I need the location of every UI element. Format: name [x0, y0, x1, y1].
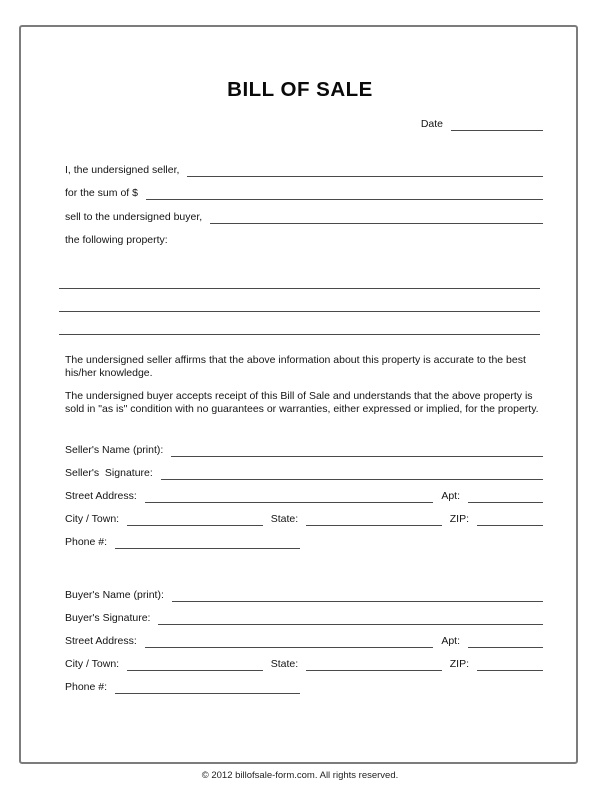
sum-row: [65, 186, 543, 201]
seller-name-row: [65, 443, 543, 458]
property-label-row: [65, 233, 543, 248]
seller-signature-label: Seller's Signature:: [65, 467, 153, 479]
property-line[interactable]: [59, 266, 540, 289]
seller-zip-label: ZIP:: [449, 513, 469, 525]
seller-intro-row: [65, 163, 543, 178]
copyright-footer: © 2012 billofsale-form.com. All rights reserved.: [201, 770, 399, 781]
buyer-city-row: [65, 657, 543, 672]
buyer-signature-row: [65, 611, 543, 626]
property-line[interactable]: [59, 312, 540, 335]
buyer-signature-field[interactable]: [158, 611, 543, 625]
seller-state-label: State:: [270, 513, 299, 525]
buyer-city-field[interactable]: [127, 657, 263, 671]
seller-state-field[interactable]: [306, 512, 442, 526]
seller-phone-row: [65, 535, 543, 550]
buyer-name-field[interactable]: [172, 588, 543, 602]
sum-field[interactable]: [146, 186, 543, 200]
buyer-zip-label: ZIP:: [449, 658, 469, 670]
property-blank-lines: [59, 266, 540, 335]
buyer-apt-field[interactable]: [468, 634, 543, 648]
sum-label: for the sum of $: [65, 187, 138, 199]
seller-name-intro-field[interactable]: [187, 163, 543, 177]
buyer-street-row: [65, 634, 543, 649]
undersigned-seller-label: I, the undersigned seller,: [65, 164, 180, 176]
buyer-name-row: [65, 588, 543, 603]
buyer-state-label: State:: [270, 658, 299, 670]
seller-name-label: Seller's Name (print):: [65, 444, 164, 456]
seller-phone-label: Phone #:: [65, 536, 108, 548]
buyer-acceptance-paragraph: The undersigned buyer accepts receipt of this Bill of Sale and understands that the above property is sold in "as is" condition with no guarantees or warranties, either expressed or implied, for the property.: [65, 390, 539, 415]
buyer-signature-label: Buyer's Signature:: [65, 612, 151, 624]
seller-street-field[interactable]: [145, 489, 434, 503]
following-property-label: the following property:: [65, 234, 168, 246]
seller-street-row: [65, 489, 543, 504]
seller-name-field[interactable]: [171, 443, 543, 457]
buyer-phone-label: Phone #:: [65, 681, 108, 693]
date-field[interactable]: [451, 117, 543, 131]
seller-zip-field[interactable]: [477, 512, 543, 526]
date-row: [65, 117, 543, 132]
seller-signature-row: [65, 466, 543, 481]
seller-city-field[interactable]: [127, 512, 263, 526]
buyer-phone-row: [65, 680, 543, 695]
buyer-name-intro-field[interactable]: [210, 210, 543, 224]
buyer-zip-field[interactable]: [477, 657, 543, 671]
seller-signature-field[interactable]: [161, 466, 543, 480]
buyer-apt-label: Apt:: [441, 635, 460, 647]
page-title: BILL OF SALE: [227, 78, 373, 101]
buyer-street-label: Street Address:: [65, 635, 137, 647]
seller-city-row: [65, 512, 543, 527]
seller-affirmation-paragraph: The undersigned seller affirms that the above information about this property is accurate to the best his/her knowledge.: [65, 354, 526, 379]
buyer-intro-row: [65, 210, 543, 225]
seller-apt-field[interactable]: [468, 489, 543, 503]
buyer-state-field[interactable]: [306, 657, 442, 671]
property-line[interactable]: [59, 289, 540, 312]
seller-city-label: City / Town:: [65, 513, 120, 525]
seller-phone-field[interactable]: [115, 535, 300, 549]
buyer-phone-field[interactable]: [115, 680, 300, 694]
undersigned-buyer-label: sell to the undersigned buyer,: [65, 211, 203, 223]
buyer-street-field[interactable]: [145, 634, 434, 648]
buyer-name-label: Buyer's Name (print):: [65, 589, 164, 601]
date-label: Date: [420, 118, 443, 130]
buyer-city-label: City / Town:: [65, 658, 120, 670]
seller-street-label: Street Address:: [65, 490, 137, 502]
seller-apt-label: Apt:: [441, 490, 460, 502]
